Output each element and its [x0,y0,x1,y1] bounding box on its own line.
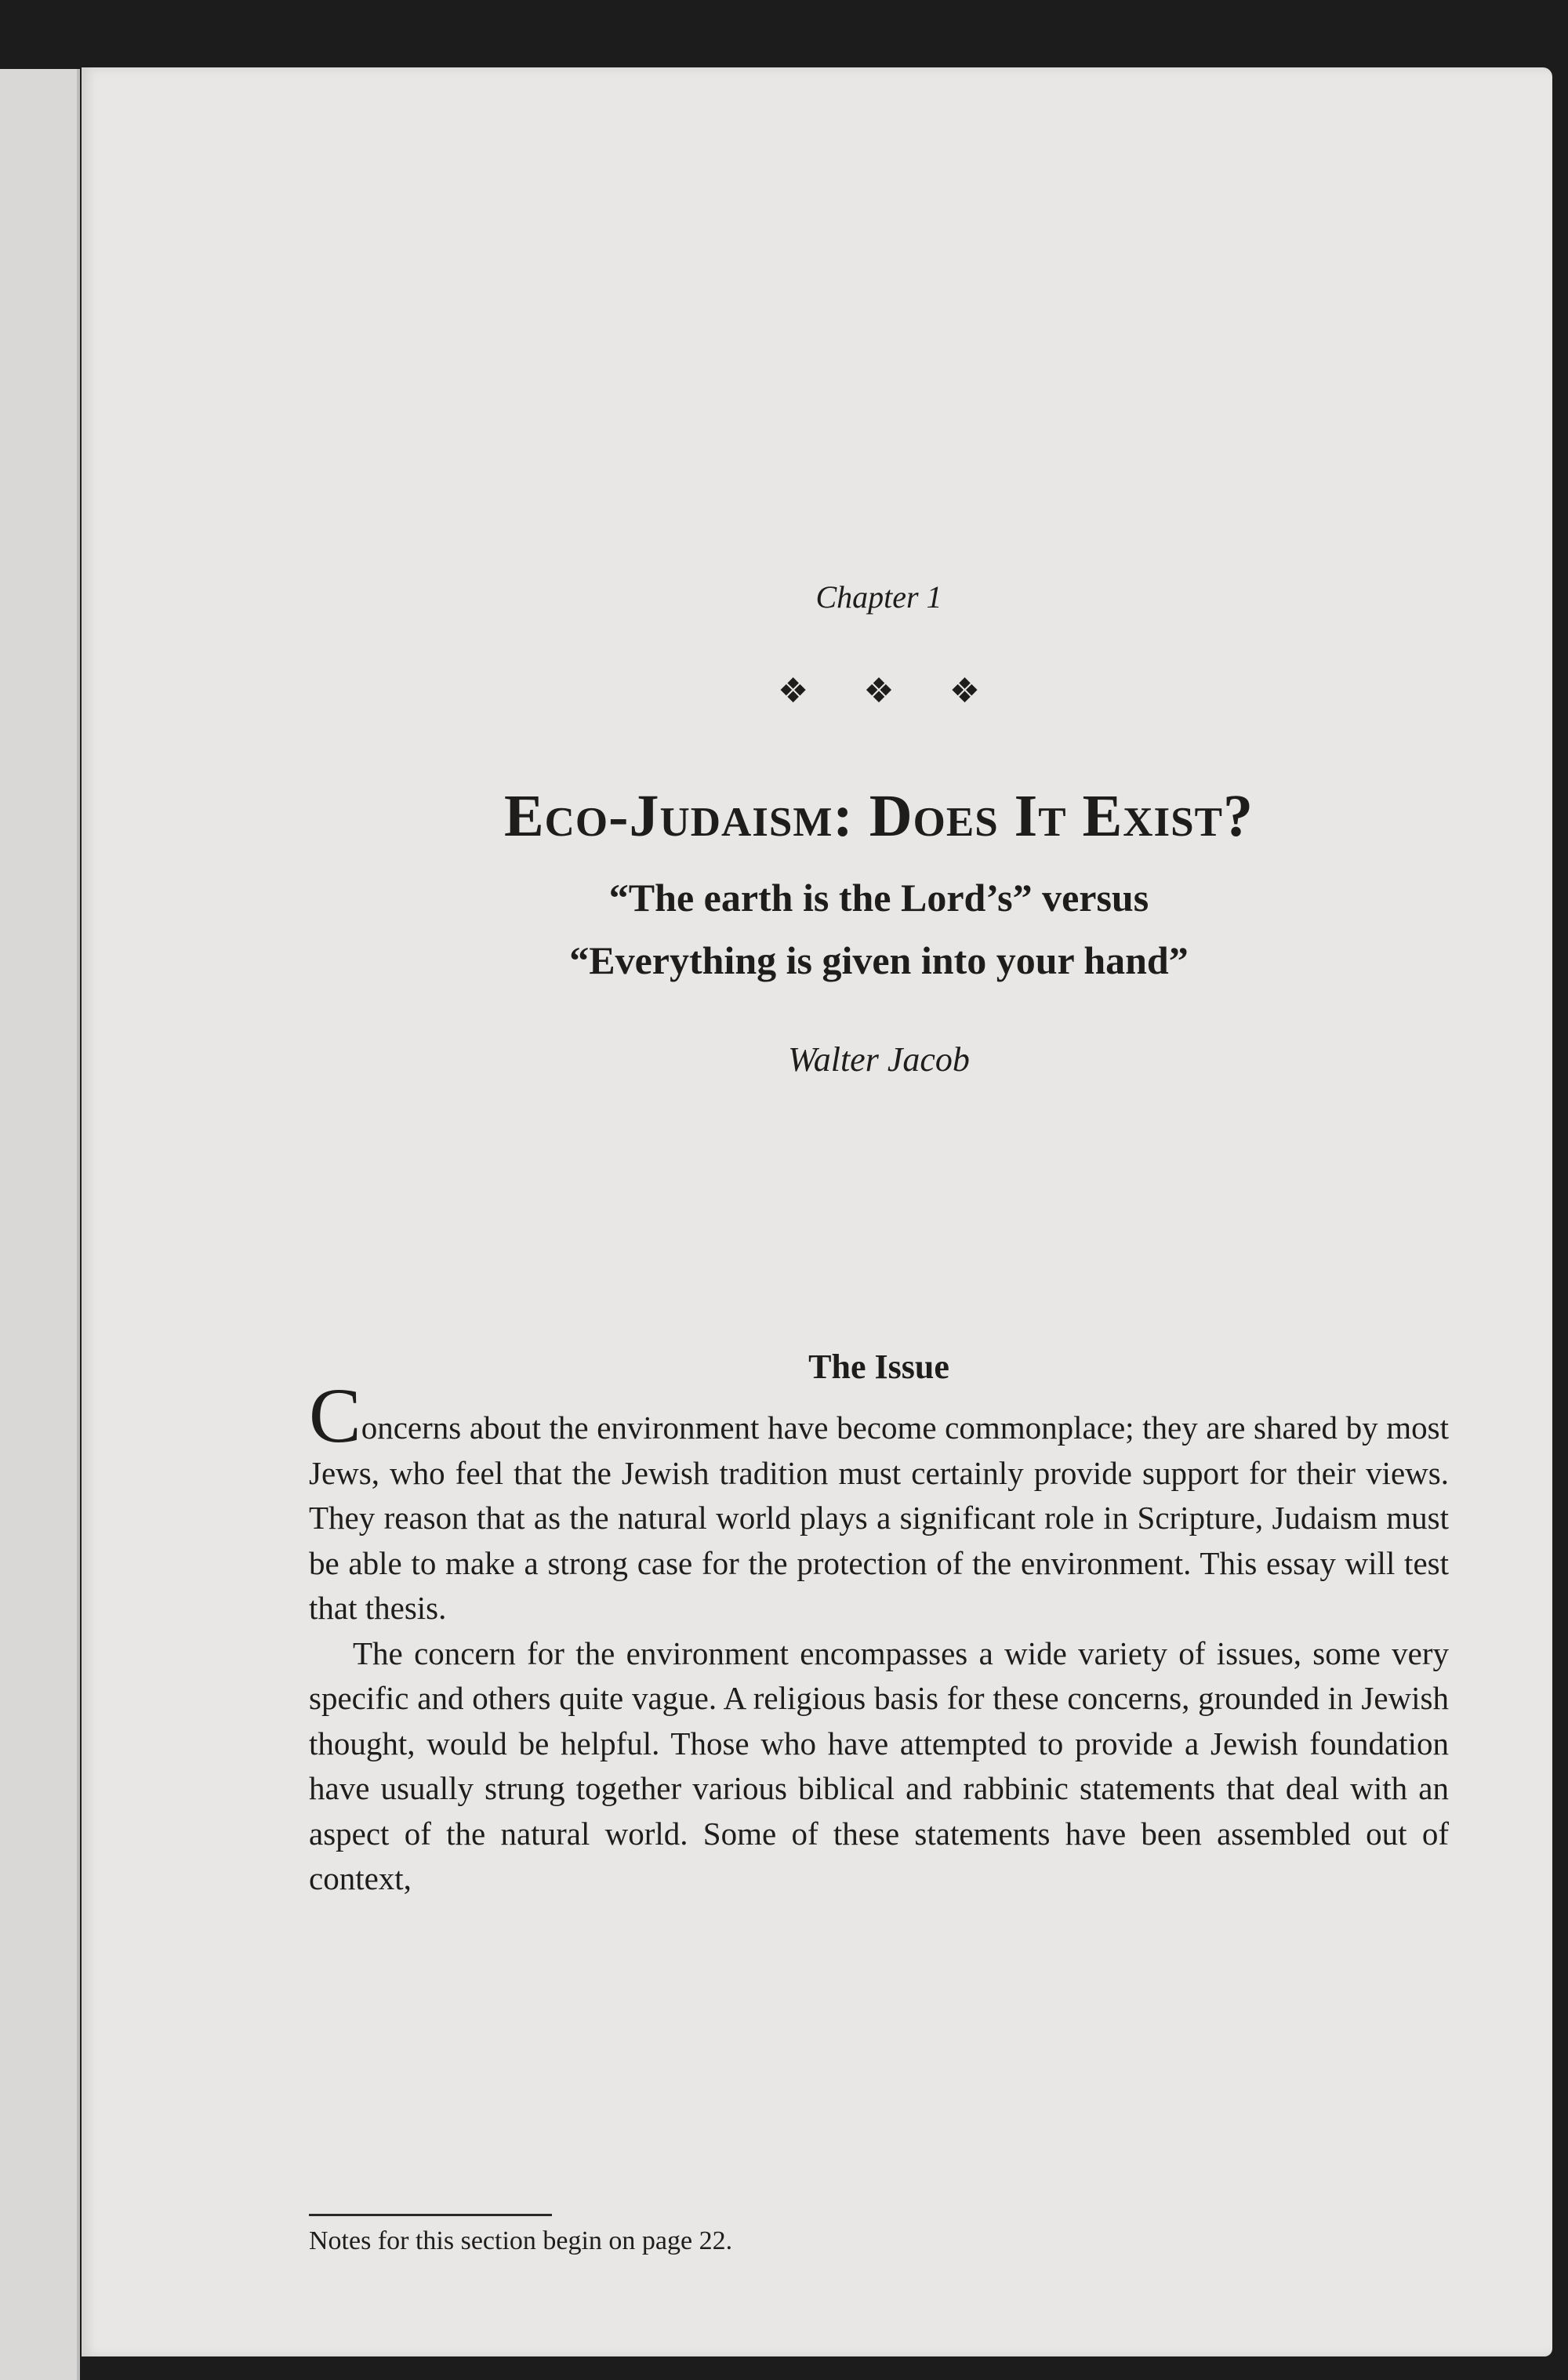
footnote-divider [309,2214,552,2216]
left-page-edge [0,69,80,2380]
author-name: Walter Jacob [788,1040,970,1079]
body-text [309,1372,1449,1902]
drop-cap: C [309,1372,361,1459]
paragraph-2: The concern for the environment encompasses a wide variety of issues, some very specific and others quite vague. A religious basis for these concerns, grounded in Jewish thought, would be helpful. Those who have attempted to provide a Jewish foundation have usually strung together various biblical and rabbinic statements that deal with an aspect of the natural world. Some of these statements have been assembled out of context, [309,1634,1449,1896]
subtitle-line-2: “Everything is given into your hand” [569,938,1189,982]
page-content [309,67,1449,2356]
ornament-divider: ❖❖❖ [777,672,1036,710]
section-heading: The Issue [808,1348,949,1386]
paragraph-1 [309,1372,1449,1631]
chapter-title: Eco-Judaism: Does It Exist? [503,783,1254,849]
chapter-label: Chapter 1 [815,579,942,615]
subtitle-line-1: “The earth is the Lord’s” versus [608,876,1149,920]
footnote: Notes for this section begin on page 22. [309,2226,733,2255]
book-page [82,67,1552,2356]
paragraph-1-text: oncerns about the environment have become commonplace; they are shared by most Jews, who feel that the Jewish tradition must certainly provide support for their views. They reason that as the natural world plays a significant role in Scripture, Judaism must be able to make a strong case for the protection of the environment. This essay will test that thesis. [309,1409,1449,1626]
